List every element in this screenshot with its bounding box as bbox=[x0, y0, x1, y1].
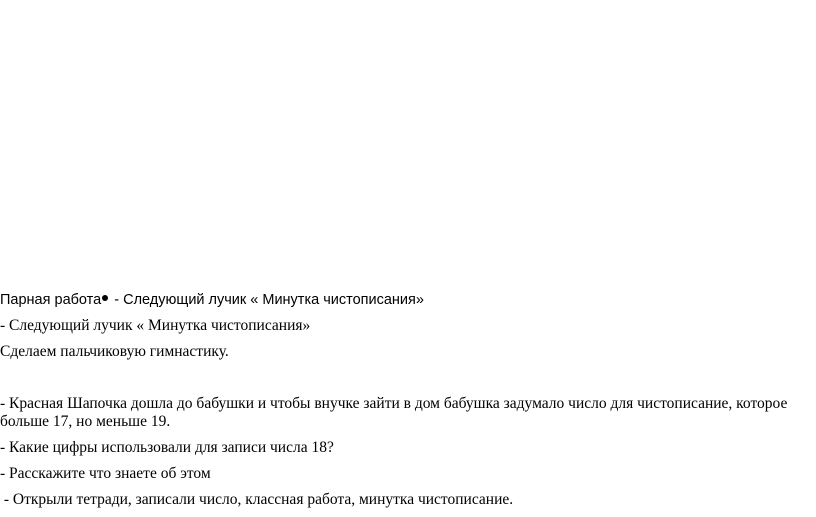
heading-left-text: Парная работа bbox=[0, 292, 102, 308]
paragraph-line-1: - Следующий лучик « Минутка чистописания» bbox=[0, 317, 311, 334]
paragraph-line-2: Сделаем пальчиковую гимнастику. bbox=[0, 343, 229, 360]
heading-right-text: - Следующий лучик « Минутка чистописания» bbox=[110, 292, 424, 308]
paragraph-line-6: - Расскажите что знаете об этом bbox=[0, 465, 211, 482]
paragraph-line-4: больше 17, но меньше 19. bbox=[0, 413, 171, 430]
paragraph-line-5: - Какие цифры использовали для записи числа 18? bbox=[0, 439, 334, 456]
paragraph-line-3: - Красная Шапочка дошла до бабушки и чтобы внучке зайти в дом бабушка задумало число для чистописание, которое bbox=[0, 395, 788, 412]
bullet-icon bbox=[102, 295, 108, 301]
heading-line bbox=[0, 289, 424, 311]
paragraph-line-7: - Открыли тетради, записали число, классная работа, минутка чистописание. bbox=[0, 491, 514, 508]
